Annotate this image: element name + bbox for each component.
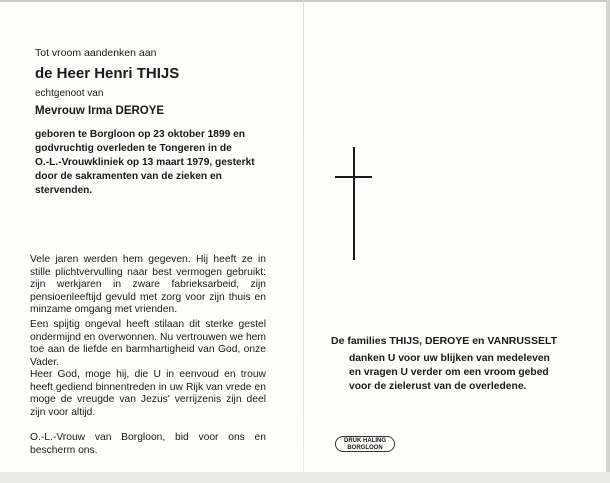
- paragraph-3: Heer God, moge hij, die U in eenvoud en trouw heeft gediend binnentreden in uw Rijk van vrede en moge de vreugde van Jezus' verrijzenis zijn deel zijn voor altijd.: [30, 369, 266, 418]
- families-line: De families THIJS, DEROYE en VANRUSSELT: [331, 335, 557, 347]
- printer-stamp-line-1: DRUK HALING: [344, 438, 386, 444]
- card-top-edge: [0, 0, 610, 2]
- bio-line-2: godvruchtig overleden te Tongeren in de: [35, 143, 232, 154]
- paragraph-4: O.-L.-Vrouw van Borgloon, bid voor ons en bescherm ons.: [30, 432, 266, 456]
- cross-vertical: [353, 147, 355, 260]
- printer-stamp-line-2: BORGLOON: [347, 445, 383, 451]
- echtgenoot-line: echtgenoot van: [35, 88, 104, 99]
- bio-line-3: O.-L.-Vrouwkliniek op 13 maart 1979, gesterkt: [35, 157, 255, 168]
- thanks-line-2: en vragen U verder om een vroom gebed: [349, 367, 549, 378]
- thanks-line-1: danken U voor uw blijken van medeleven: [349, 353, 550, 364]
- bio-line-4: door de sakramenten van de zieken en: [35, 171, 222, 182]
- center-fold: [303, 0, 304, 472]
- paragraph-1: Vele jaren werden hem gegeven. Hij heeft ze in stille plichtvervulling naar best vermogen gebruikt: zijn werkjaren in zware fabrieksarbeid, zijn pensioenleeftijd gevuld met zorg voor zijn thuis en minzame omgang met vrienden.: [30, 254, 266, 316]
- printer-stamp: [335, 436, 395, 452]
- cross-horizontal: [335, 176, 372, 178]
- thanks-line-3: voor de zielerust van de overledene.: [349, 381, 527, 392]
- card-bottom-edge: [0, 472, 610, 483]
- card-right-edge: [606, 0, 610, 483]
- aandenken-line: Tot vroom aandenken aan: [35, 47, 157, 59]
- bio-line-5: stervenden.: [35, 185, 93, 196]
- bio-line-1: geboren te Borgloon op 23 oktober 1899 en: [35, 129, 246, 140]
- deceased-name: de Heer Henri THIJS: [35, 65, 180, 82]
- spouse-name: Mevrouw Irma DEROYE: [35, 105, 165, 117]
- paragraph-2: Een spijtig ongeval heeft stilaan dit sterke gestel ondermijnd en overwonnen. Nu vertrouwen we hem toe aan de liefde en barmhartigheid van God, onze Vader.: [30, 319, 266, 368]
